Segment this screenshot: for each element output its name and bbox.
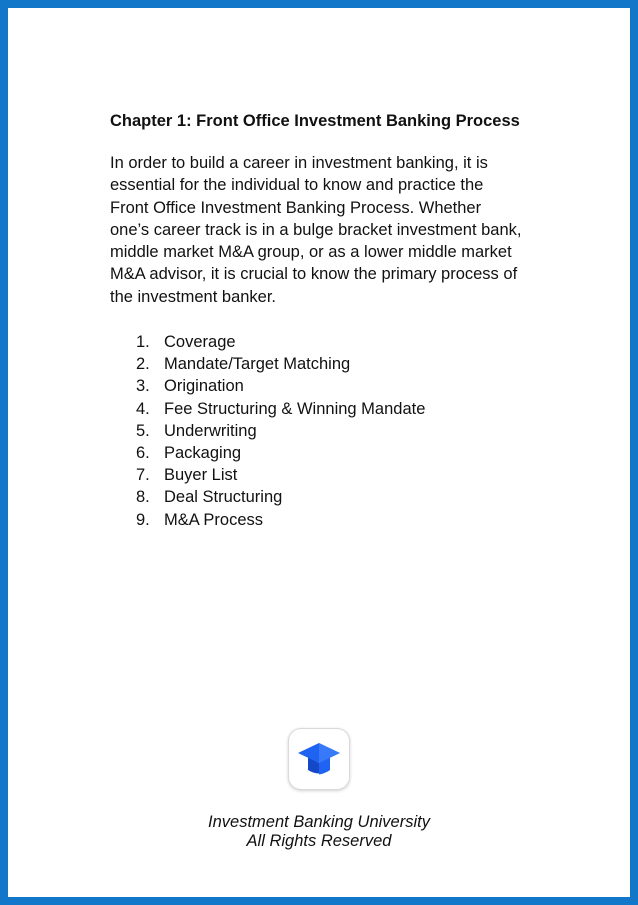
list-item: [132, 442, 425, 464]
list-number: 9.: [136, 510, 150, 529]
list-number: 1.: [136, 333, 150, 351]
list-label: Origination: [164, 377, 244, 396]
list-label: M&A Process: [164, 510, 264, 529]
footer-rights: All Rights Reserved: [246, 832, 392, 850]
list-item: [132, 464, 425, 486]
intro-line: one’s career track is in a bulge bracket investment bank,: [110, 220, 522, 239]
list-number: 8.: [136, 488, 150, 507]
list-number: 6.: [136, 443, 150, 462]
list-item: [132, 353, 425, 375]
footer-university-name: Investment Banking University: [208, 813, 430, 831]
list-number: 4.: [136, 399, 150, 418]
list-number: 3.: [136, 377, 150, 396]
list-number: 7.: [136, 466, 150, 485]
list-item: [132, 398, 425, 420]
intro-line: essential for the individual to know and practice the: [110, 176, 484, 195]
graduation-cap-icon: [295, 736, 343, 784]
list-number: 5.: [136, 421, 150, 440]
intro-line: Front Office Investment Banking Process. Whether: [110, 198, 482, 217]
list-label: Coverage: [164, 333, 236, 351]
list-label: Deal Structuring: [164, 488, 283, 507]
list-label: Underwriting: [164, 421, 257, 440]
intro-paragraph: [110, 152, 550, 308]
university-logo: [288, 728, 350, 790]
list-item: [132, 331, 425, 353]
intro-line: In order to build a career in investment banking, it is: [110, 154, 488, 172]
intro-line: the investment banker.: [110, 287, 277, 306]
process-steps-list: [132, 331, 425, 531]
list-number: 2.: [136, 355, 150, 374]
list-item: [132, 486, 425, 508]
list-label: Buyer List: [164, 466, 238, 485]
list-label: Packaging: [164, 443, 242, 462]
list-label: Fee Structuring & Winning Mandate: [164, 399, 426, 418]
list-item: [132, 509, 425, 531]
chapter-title: Chapter 1: Front Office Investment Banking Process: [110, 112, 520, 130]
list-item: [132, 420, 425, 442]
list-label: Mandate/Target Matching: [164, 355, 351, 374]
intro-line: middle market M&A group, or as a lower middle market: [110, 243, 512, 262]
intro-line: M&A advisor, it is crucial to know the primary process of: [110, 265, 518, 284]
list-item: [132, 375, 425, 397]
